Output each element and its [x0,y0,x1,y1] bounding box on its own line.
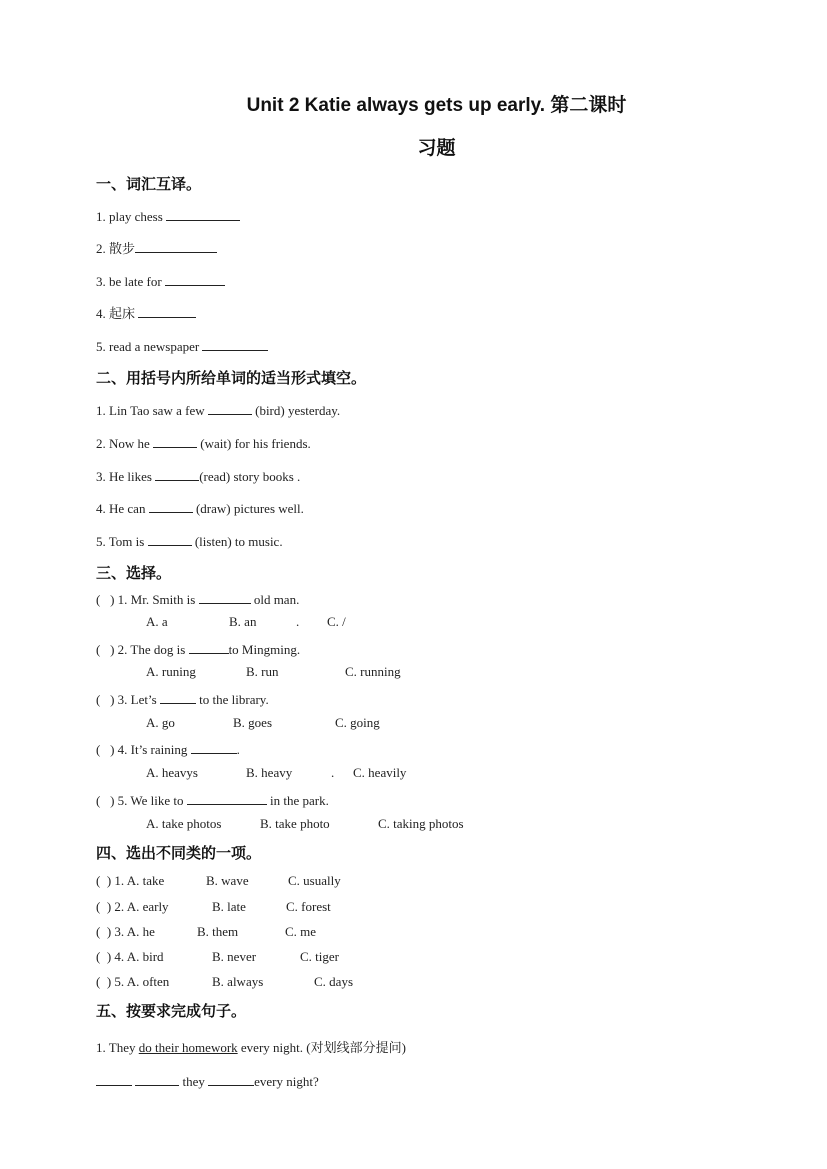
item-text: (wait) for his friends. [197,436,311,451]
list-item [96,467,300,485]
option-a: A. a [146,614,168,629]
answer-blank[interactable] [202,337,268,351]
list-item [96,272,225,290]
list-item [96,499,304,517]
row-number-option-a: ( ) 3. A. he [96,924,155,939]
question-row [96,690,269,708]
option-c: C. me [285,924,317,939]
answer-blank[interactable] [187,791,267,805]
answer-blank[interactable] [166,207,240,221]
answer-blank[interactable] [191,740,237,754]
row-number-option-a: ( ) 1. A. take [96,873,165,888]
option-b: B. take photo [260,816,330,831]
item-text: 4. 起床 [96,306,136,321]
section-heading-fill-blank: 二、用括号内所给单词的适当形式填空。 [96,369,367,387]
option-b: B. late [212,899,246,914]
section-heading-sentences: 五、按要求完成句子。 [96,1002,247,1020]
question-row [96,740,240,758]
option-a: A. runing [146,664,196,679]
answer-blank[interactable] [199,590,251,604]
section-heading-vocabulary: 一、词汇互译。 [96,175,202,193]
item-text: 4. He can [96,501,149,516]
list-item [96,304,196,322]
question-text: ( ) 1. Mr. Smith is [96,592,199,607]
answer-blank[interactable] [153,434,197,448]
option-b: B. run [246,664,279,679]
list-item [96,532,283,550]
option-b: B. heavy [246,765,293,780]
answer-blank[interactable] [165,272,225,286]
option-c: C. tiger [300,949,339,964]
question-text: to Mingming. [228,642,301,657]
option-b: B. never [212,949,257,964]
answer-blank[interactable] [155,467,199,481]
option-b: B. wave [206,873,249,888]
underlined-phrase: do their homework [138,1040,238,1055]
item-text: (bird) yesterday. [251,403,341,418]
answer-blank[interactable] [96,1072,132,1086]
list-item [96,401,340,419]
option-c: C. taking photos [378,816,464,831]
question-row [96,791,329,809]
question-text: ( ) 4. It’s raining [96,742,191,757]
question-text: in the park. [266,793,329,808]
question-text: old man. [250,592,300,607]
item-text: 2. 散步 [96,241,136,256]
option-b: B. always [212,974,264,989]
answer-blank[interactable] [189,640,229,654]
question-text: . [236,742,240,757]
option-c: C. going [335,715,380,730]
item-text: 5. Tom is [96,534,148,549]
item-text: 2. Now he [96,436,154,451]
option-c: C. / [327,614,346,629]
question-row [96,590,299,608]
option-b: B. an [229,614,257,629]
answer-blank[interactable] [149,499,193,513]
list-item [96,337,268,355]
question-text: ( ) 5. We like to [96,793,187,808]
option-c: C. running [345,664,401,679]
list-item [96,207,240,225]
page-subtitle: 习题 [417,138,456,159]
item-text: 3. be late for [96,274,162,289]
answer-text: they [179,1074,209,1089]
question-text: 1. They [96,1040,139,1055]
page-title: Unit 2 Katie always gets up early. 第二课时 [246,95,627,116]
question-row [96,640,300,658]
item-text: (read) story books . [199,469,301,484]
section-heading-choice: 三、选择。 [96,564,172,582]
question-text: to the library. [195,692,269,707]
option-a: A. take photos [146,816,222,831]
item-text: 3. He likes [96,469,156,484]
item-text: 5. read a newspaper [96,339,200,354]
list-item [96,239,217,257]
option-b: B. them [197,924,239,939]
row-number-option-a: ( ) 4. A. bird [96,949,164,964]
answer-blank[interactable] [208,1072,254,1086]
option-c: C. usually [288,873,341,888]
answer-text: every night? [254,1074,319,1089]
option-separator: . [331,765,335,780]
item-text: 1. Lin Tao saw a few [96,403,208,418]
answer-blank[interactable] [135,1072,179,1086]
option-a: A. heavys [146,765,198,780]
item-text: (draw) pictures well. [192,501,304,516]
question-row [96,1040,406,1056]
answer-blank[interactable] [138,304,196,318]
answer-blank[interactable] [208,401,252,415]
section-heading-odd-one-out: 四、选出不同类的一项。 [96,844,262,862]
row-number-option-a: ( ) 2. A. early [96,899,169,914]
item-text: 1. play chess [96,209,163,224]
option-c: C. forest [286,899,331,914]
option-a: A. go [146,715,175,730]
answer-blank[interactable] [135,239,217,253]
answer-row [96,1072,319,1090]
answer-blank[interactable] [160,690,196,704]
question-text: ( ) 2. The dog is [96,642,189,657]
row-number-option-a: ( ) 5. A. often [96,974,170,989]
option-c: C. heavily [353,765,407,780]
option-c: C. days [314,974,353,989]
question-text: every night. (对划线部分提问) [237,1040,406,1055]
option-b: B. goes [233,715,272,730]
list-item [96,434,311,452]
item-text: (listen) to music. [191,534,283,549]
answer-blank[interactable] [148,532,192,546]
option-separator: . [296,614,300,629]
question-text: ( ) 3. Let’s [96,692,160,707]
